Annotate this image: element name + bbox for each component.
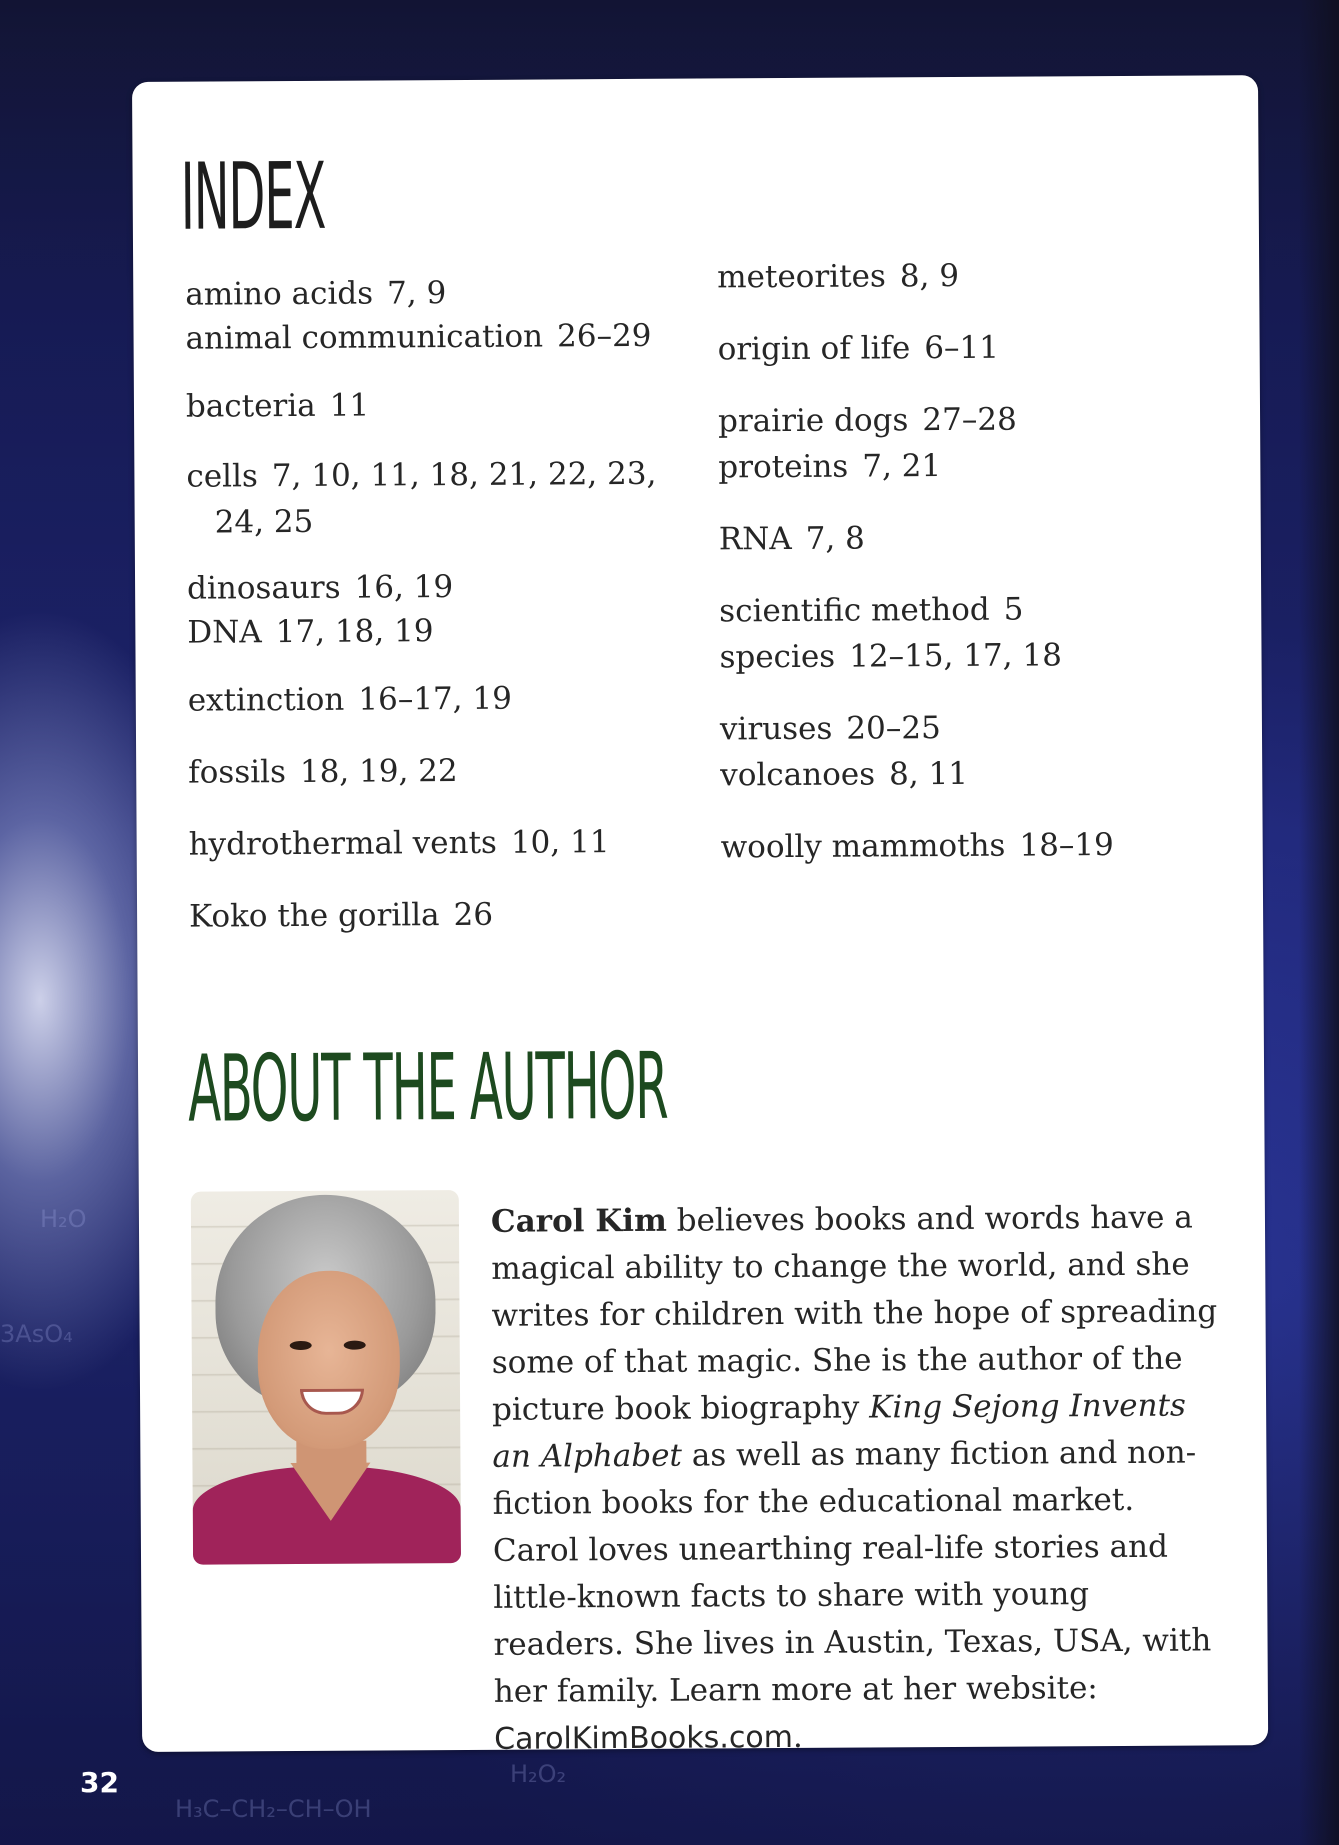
- content-card: [132, 75, 1268, 1757]
- index-term: animal communication: [185, 318, 544, 357]
- index-pages: 10, 11: [510, 824, 610, 861]
- index-entry: [718, 325, 1000, 373]
- index-pages: 7, 10, 11, 18, 21, 22, 23,: [271, 455, 657, 495]
- index-term: woolly mammoths: [720, 827, 1006, 866]
- index-term: scientific method: [719, 591, 990, 630]
- background-chem-doodle: H₃C–CH₂–CH–OH: [175, 1795, 372, 1823]
- index-pages: 12–15, 17, 18: [849, 637, 1062, 675]
- author-photo: [191, 1190, 461, 1565]
- index-pages: 8, 9: [899, 257, 960, 295]
- page-gutter-shadow: [1299, 0, 1339, 1845]
- index-entry: [185, 313, 651, 362]
- bio-text: believes books and words have a magical ability to change the world, and she writes for children with the hope of spreading some of that magic. She is the author of the picture book biography: [491, 1199, 1218, 1428]
- index-entry: [186, 383, 369, 430]
- index-entry: [188, 748, 458, 796]
- index-term: origin of life: [717, 330, 911, 368]
- index-entry: [186, 451, 657, 546]
- photo-neckline: [290, 1463, 370, 1521]
- background-chem-doodle: H₂O₂: [510, 1760, 567, 1788]
- about-author-heading: ABOUT THE AUTHOR: [187, 1032, 668, 1143]
- index-term: DNA: [187, 614, 262, 651]
- index-term: dinosaurs: [186, 569, 341, 607]
- author-bio: [491, 1194, 1224, 1762]
- index-entry: [721, 822, 1114, 870]
- index-term: viruses: [719, 710, 833, 748]
- index-pages: 7, 21: [862, 448, 942, 485]
- index-term: RNA: [718, 520, 792, 558]
- index-pages: 16–17, 19: [358, 680, 512, 718]
- index-term: Koko the gorilla: [188, 897, 440, 935]
- index-pages: 20–25: [846, 710, 941, 747]
- index-pages: 26–29: [556, 317, 652, 355]
- bio-end: .: [792, 1718, 803, 1755]
- index-pages-continued: 24, 25: [214, 503, 314, 541]
- index-pages: 18, 19, 22: [299, 753, 458, 790]
- index-pages: 16, 19: [354, 569, 454, 606]
- background-chem-doodle: 3AsO₄: [0, 1320, 73, 1348]
- index-term: meteorites: [717, 258, 886, 296]
- index-entry: [720, 705, 941, 752]
- index-pages: 6–11: [924, 329, 1000, 367]
- index-pages: 5: [1003, 591, 1024, 628]
- index-pages: 11: [329, 387, 370, 424]
- book-title: King Sejong Invents an Alphabet: [492, 1387, 1187, 1475]
- index-entry: [187, 608, 433, 656]
- index-pages: 27–28: [922, 401, 1017, 439]
- index-entry: [719, 632, 1062, 680]
- index-term: volcanoes: [720, 756, 876, 794]
- index-entry: [719, 587, 1023, 635]
- index-entry: [718, 397, 1017, 445]
- index-term: bacteria: [185, 387, 316, 425]
- author-website: CarolKimBooks.com: [494, 1719, 794, 1757]
- index-pages: 8, 11: [888, 755, 969, 793]
- index-entry: [720, 751, 968, 799]
- index-entry: [717, 253, 959, 300]
- index-pages: 7, 9: [386, 275, 447, 312]
- index-term: cells: [186, 458, 258, 495]
- index-entry: [187, 564, 453, 612]
- index-left-column: [185, 269, 705, 935]
- bio-text: as well as many fiction and non-fiction books for the educational market. Carol loves unearthing real-life stories and little-known facts to share with young readers. She lives in Austin, Texas, USA, with her family. Learn more at her website:: [492, 1434, 1212, 1710]
- index-pages: 18–19: [1019, 827, 1114, 864]
- index-right-column: [717, 251, 1237, 866]
- index-term: extinction: [187, 681, 345, 719]
- index-pages: 26: [453, 896, 494, 934]
- index-entry: [718, 443, 941, 490]
- index-entry: [719, 516, 865, 563]
- index-entry: [189, 819, 610, 868]
- author-name: Carol Kim: [490, 1202, 667, 1240]
- index-term: species: [719, 638, 836, 676]
- index-pages: 7, 8: [805, 520, 865, 557]
- index-entry: [189, 892, 493, 940]
- index-term: prairie dogs: [717, 402, 909, 440]
- index-entry: [188, 676, 512, 724]
- background-chem-doodle: H₂O: [40, 1205, 87, 1233]
- photo-face: [257, 1270, 400, 1449]
- index-term: amino acids: [185, 275, 374, 313]
- index-term: proteins: [718, 448, 849, 486]
- index-heading: INDEX: [180, 142, 326, 251]
- index-pages: 17, 18, 19: [275, 613, 434, 651]
- index-term: fossils: [188, 754, 287, 791]
- page-number: 32: [80, 1766, 119, 1799]
- index-term: hydrothermal vents: [188, 824, 497, 863]
- index-entry: [185, 270, 446, 318]
